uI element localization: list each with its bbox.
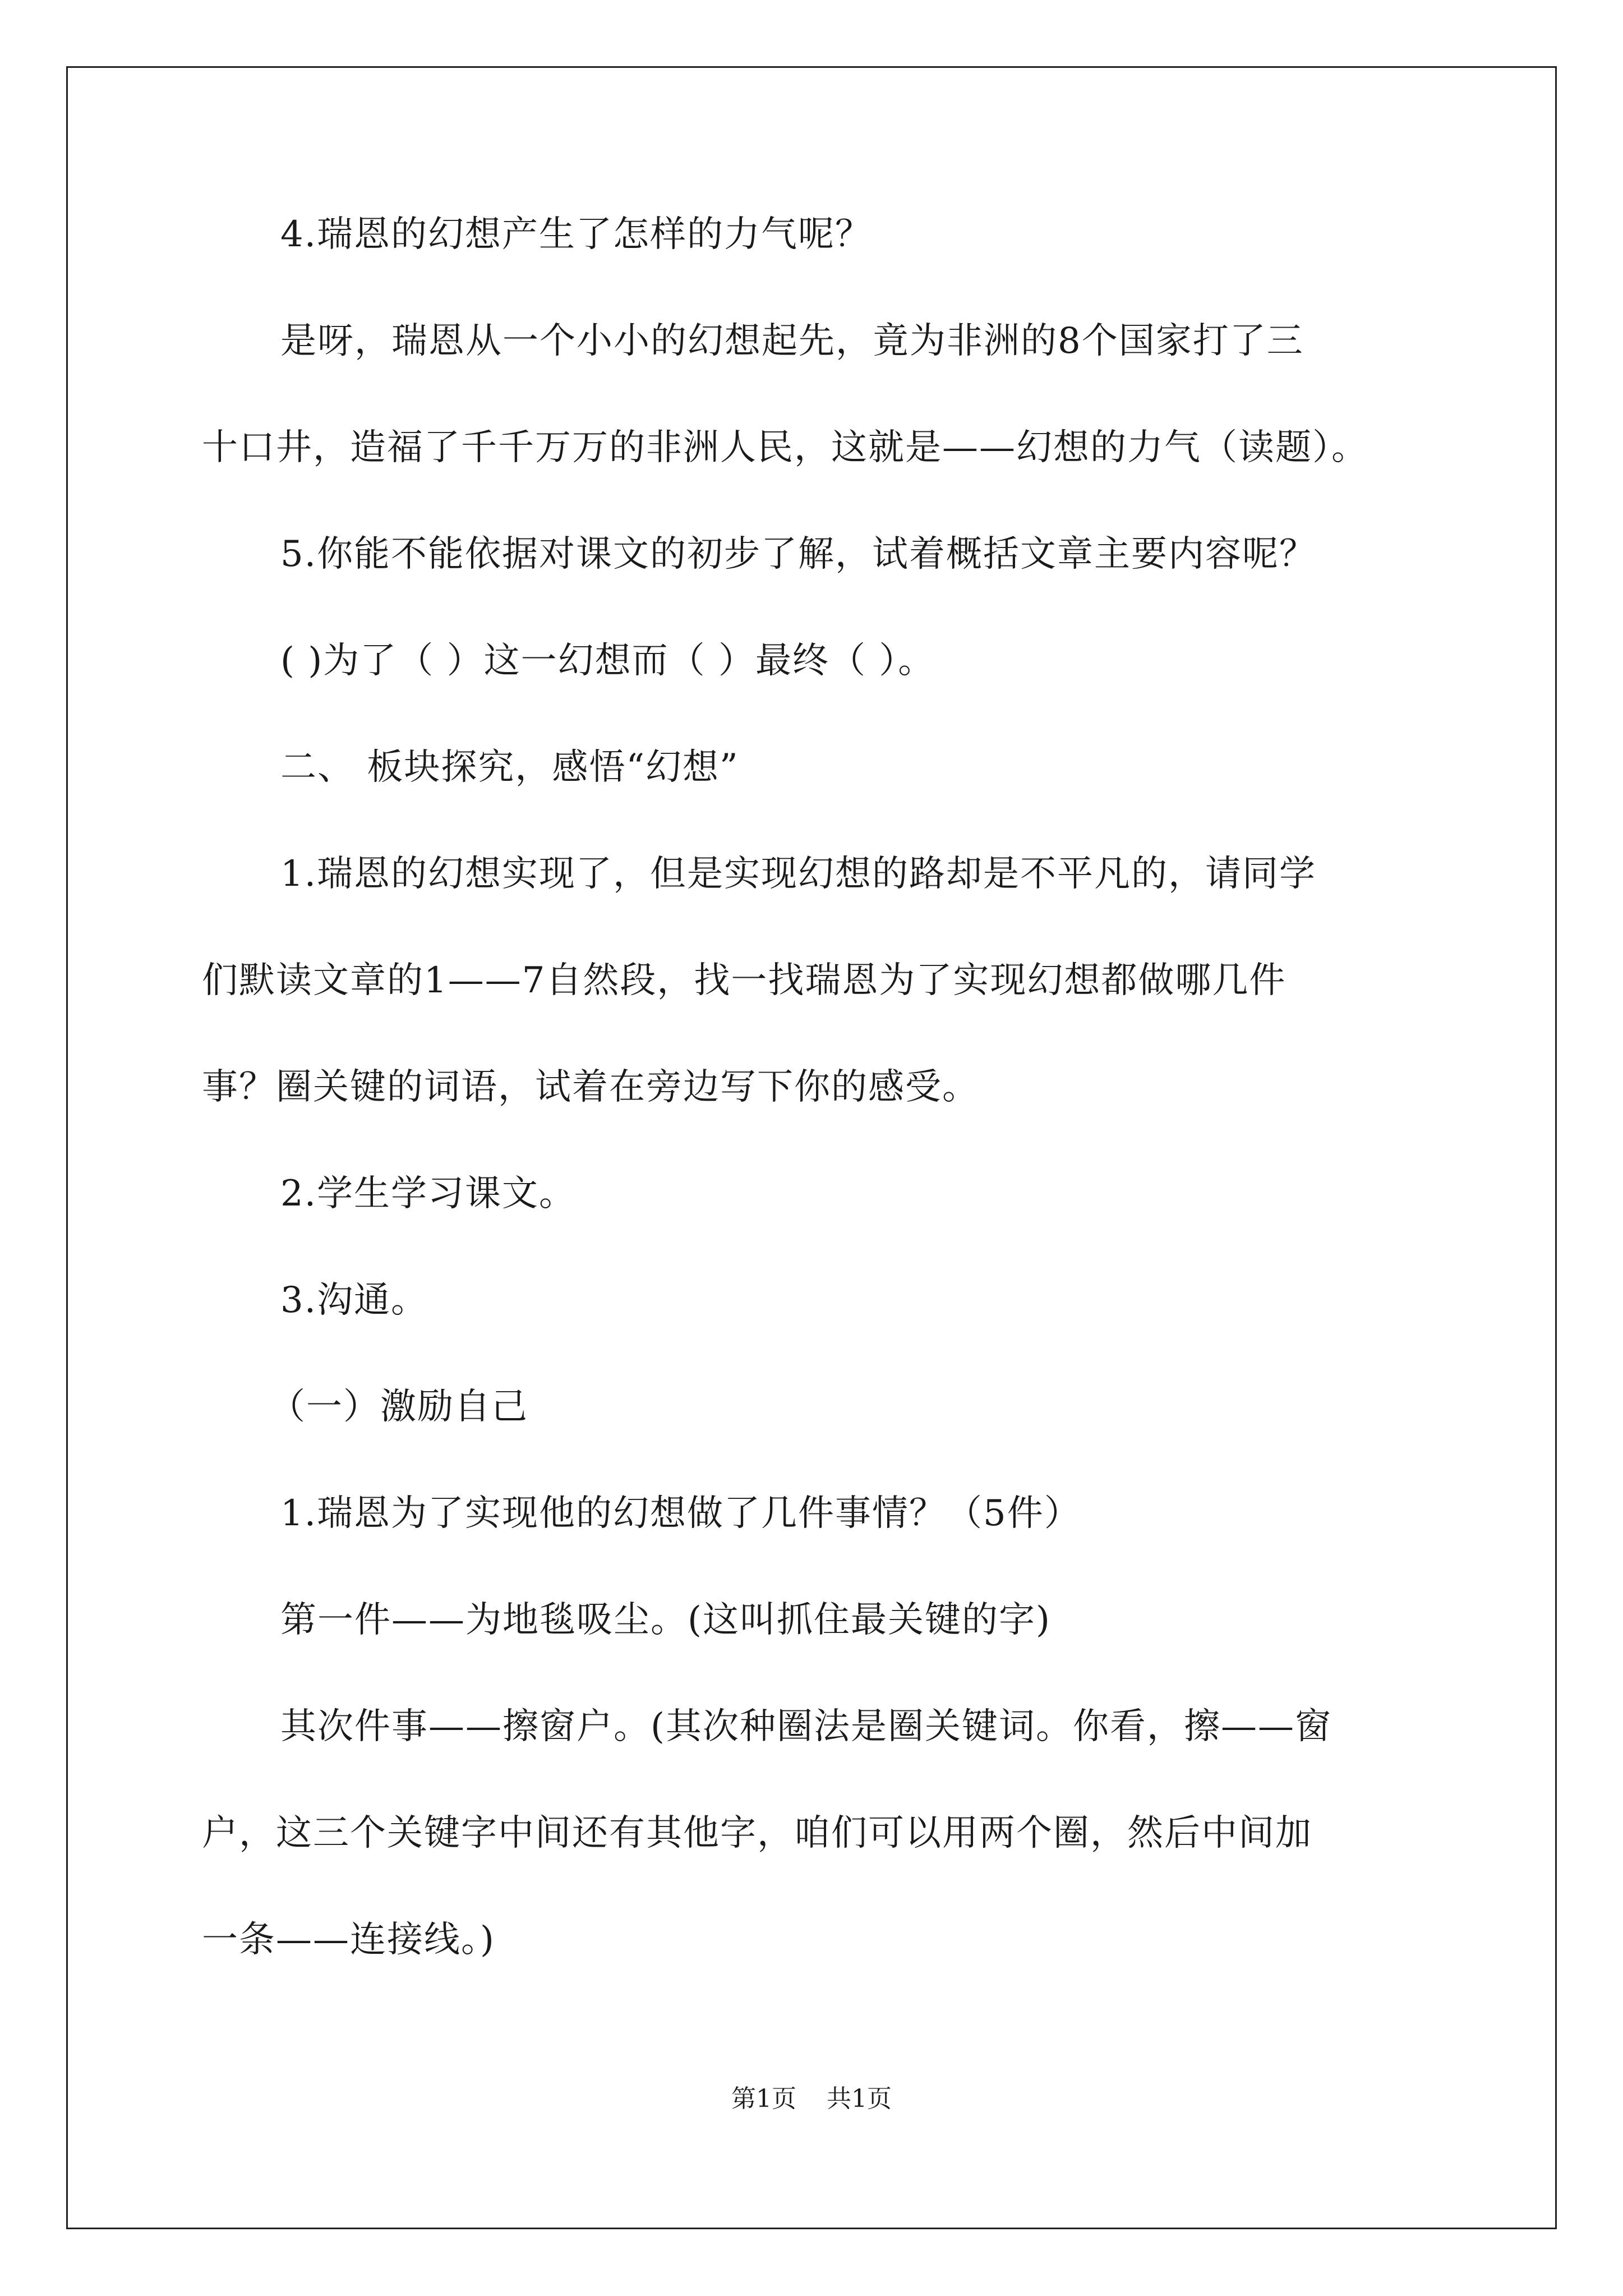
paragraph-task-1-line-3: 事？圈关键的词语，试着在旁边写下你的感受。 bbox=[202, 1066, 979, 1108]
paragraph-fill-in-blank: ( )为了（ ）这一幻想而（ ）最终（ ）。 bbox=[280, 640, 935, 682]
section-heading-2: 二、 板块探究，感悟“幻想” bbox=[280, 747, 739, 788]
paragraph-second-thing-line-3: 一条——连接线。) bbox=[202, 1919, 495, 1961]
paragraph-subtask-1: 1.瑞恩为了实现他的幻想做了几件事情？（5件） bbox=[280, 1493, 1081, 1534]
paragraph-answer-line-2: 十口井，造福了千千万万的非洲人民，这就是——幻想的力气（读题）。 bbox=[202, 427, 1368, 468]
paragraph-question-4: 4.瑞恩的幻想产生了怎样的力气呢？ bbox=[280, 214, 873, 255]
paragraph-task-2: 2.学生学习课文。 bbox=[280, 1173, 577, 1214]
paragraph-second-thing-line-1: 其次件事——擦窗户。(其次种圈法是圈关键词。你看，擦——窗 bbox=[280, 1706, 1332, 1747]
paragraph-second-thing-line-2: 户，这三个关键字中间还有其他字，咱们可以用两个圈，然后中间加 bbox=[202, 1812, 1312, 1854]
paragraph-first-thing: 第一件——为地毯吸尘。(这叫抓住最关键的字) bbox=[280, 1599, 1051, 1641]
paragraph-task-1-line-2: 们默读文章的1——7自然段，找一找瑞恩为了实现幻想都做哪几件 bbox=[202, 960, 1287, 1001]
document-body bbox=[202, 208, 1436, 1967]
paragraph-answer-line-1: 是呀，瑞恩从一个小小的幻想起先，竟为非洲的8个国家打了三 bbox=[280, 320, 1304, 362]
subsection-heading-1: （一）激励自己 bbox=[269, 1386, 528, 1428]
paragraph-task-3: 3.沟通。 bbox=[280, 1280, 428, 1321]
paragraph-question-5: 5.你能不能依据对课文的初步了解，试着概括文章主要内容呢？ bbox=[280, 533, 1317, 575]
page-total: 共1页 bbox=[827, 2085, 892, 2113]
page-number: 第1页 bbox=[731, 2085, 796, 2113]
page-footer bbox=[0, 2082, 1623, 2116]
paragraph-task-1-line-1: 1.瑞恩的幻想实现了，但是实现幻想的路却是不平凡的，请同学 bbox=[280, 853, 1317, 895]
